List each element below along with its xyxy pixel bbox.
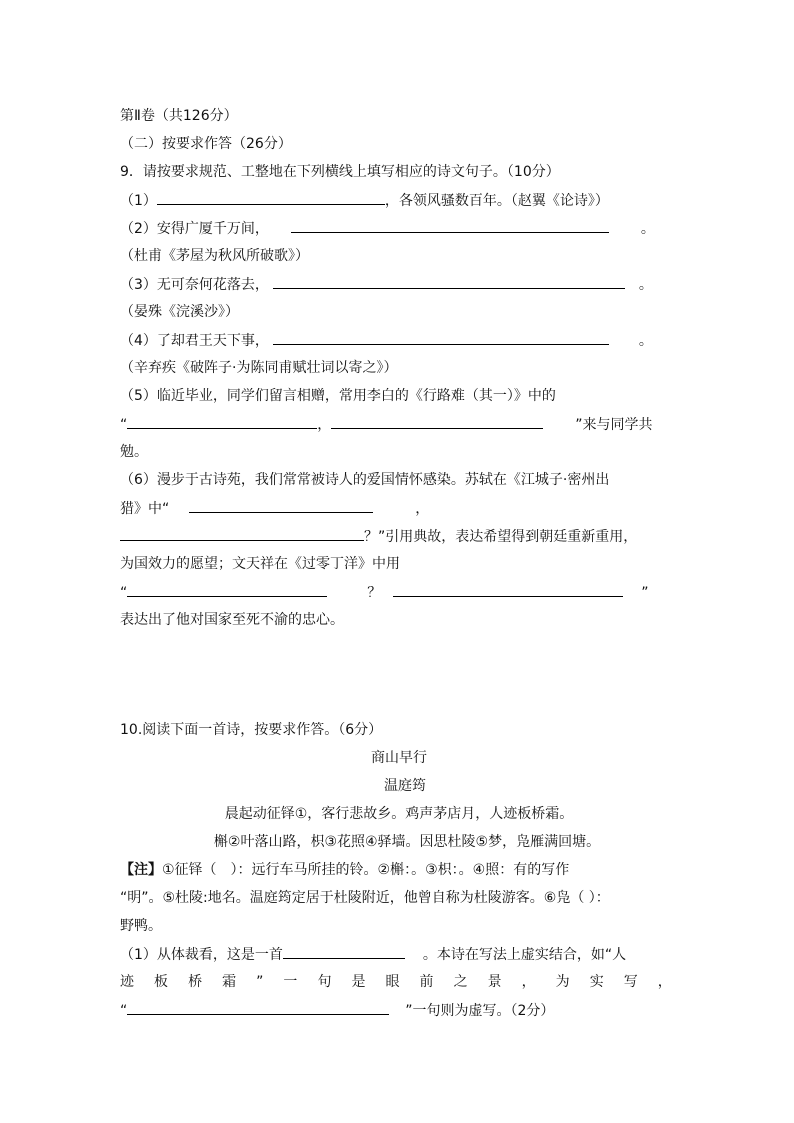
answer-blank[interactable] <box>273 330 609 345</box>
question-mark: ？ <box>367 585 382 601</box>
q9-item-5-line-2 <box>120 414 653 435</box>
q10-sub-1-line-1 <box>120 944 626 965</box>
note-text: ①征铎（ ）：远行车马所挂的铃。②槲：。③枳：。④照：有的写作 <box>162 862 570 878</box>
comma: ， <box>317 417 332 433</box>
line-prefix: 猎》中“ <box>120 501 170 517</box>
item-prefix: （4）了却君王天下事， <box>120 333 269 349</box>
item-prefix: （2）安得广厦千万间， <box>120 221 269 237</box>
line-suffix: ？”引用典故，表达希望得到朝廷重新重用， <box>364 529 638 545</box>
char: 前 <box>419 974 434 990</box>
q9-item-3 <box>120 274 653 295</box>
item-end: 。 <box>638 333 653 349</box>
note-label: 【注】 <box>120 862 162 878</box>
q9-item-3-source: （晏殊《浣溪沙》） <box>120 304 239 320</box>
q9-item-2-source: （杜甫《茅屋为秋风所破歌》） <box>120 248 309 264</box>
close-text: ”来与同学共 <box>575 417 653 433</box>
q9-item-6-line-6: 表达出了他对国家至死不渝的忠心。 <box>120 612 344 628</box>
question-10-stem: 10.阅读下面一首诗，按要求作答。（6分） <box>120 722 383 738</box>
char: ， <box>657 974 672 990</box>
q9-item-6-line-5 <box>120 582 649 603</box>
poem-line-1: 晨起动征铎①，客行悲故乡。鸡声茅店月，人迹板桥霜。 <box>224 806 574 822</box>
q9-item-5-line-3: 勉。 <box>120 444 148 460</box>
q9-item-6-line-4: 为国效力的愿望；文天祥在《过零丁洋》中用 <box>120 556 400 572</box>
item-prefix: （3）无可奈何花落去， <box>120 277 269 293</box>
open-quote: “ <box>120 417 128 433</box>
open-quote: “ <box>120 585 128 601</box>
open-quote: “ <box>120 1003 128 1019</box>
item-end: 。 <box>638 277 653 293</box>
answer-blank[interactable] <box>120 526 364 541</box>
q9-item-1 <box>120 190 609 211</box>
poem-line-2: 槲②叶落山路，枳③花照④驿墙。因思杜陵⑤梦，凫雁满回塘。 <box>213 834 601 850</box>
char: 桥 <box>188 974 203 990</box>
answer-blank[interactable] <box>393 582 623 597</box>
comma: ， <box>415 501 430 517</box>
q9-item-6-line-2 <box>120 498 429 519</box>
q9-item-6-line-1: （6）漫步于古诗苑，我们常常被诗人的爱国情怀感染。苏轼在《江城子·密州出 <box>120 472 610 488</box>
answer-blank[interactable] <box>157 190 385 205</box>
char: 眼 <box>385 974 400 990</box>
char: 霜 <box>222 974 237 990</box>
char: 写 <box>623 974 638 990</box>
answer-blank[interactable] <box>189 498 373 513</box>
q10-sub-1-line-2 <box>120 972 672 992</box>
char: 景 <box>487 974 502 990</box>
question-9-stem: 9．请按要求规范、工整地在下列横线上填写相应的诗文句子。（10分） <box>120 164 560 180</box>
char: 迹 <box>120 974 134 990</box>
poem-title: 商山早行 <box>371 750 427 766</box>
q9-item-4-source: （辛弃疾《破阵子·为陈同甫赋壮词以寄之》） <box>120 360 398 376</box>
q9-item-5-line-1: （5）临近毕业，同学们留言相赠，常用李白的《行路难（其一）》中的 <box>120 388 556 404</box>
char: 句 <box>317 974 332 990</box>
line-suffix: 。本诗在写法上虚实结合，如“人 <box>422 947 627 963</box>
answer-blank[interactable] <box>283 944 405 959</box>
q9-item-6-line-3 <box>120 526 637 547</box>
section-title: 第Ⅱ卷（共126分） <box>120 108 238 124</box>
char: ” <box>256 974 264 990</box>
item-prefix: （1） <box>120 193 157 209</box>
item-suffix: ，各领风骚数百年。（赵翼《论诗》） <box>384 193 609 209</box>
q10-sub-1-line-3 <box>120 1000 554 1021</box>
answer-blank[interactable] <box>291 218 609 233</box>
note-line-1 <box>120 860 569 880</box>
answer-blank[interactable] <box>331 414 543 429</box>
char: 一 <box>283 974 298 990</box>
poem-author: 温庭筠 <box>384 778 426 794</box>
line-prefix: （1）从体裁看，这是一首 <box>120 947 283 963</box>
char: 之 <box>453 974 468 990</box>
char: 板 <box>154 974 169 990</box>
q9-item-2 <box>120 218 655 239</box>
line-suffix: ”一句则为虚写。（2分） <box>405 1003 555 1019</box>
char: 为 <box>555 974 570 990</box>
part-title: （二）按要求作答（26分） <box>120 136 292 152</box>
item-end: 。 <box>640 221 655 237</box>
q9-item-4 <box>120 330 653 351</box>
note-line-3: 野鸭。 <box>120 918 162 934</box>
answer-blank[interactable] <box>127 582 327 597</box>
char: 实 <box>589 974 604 990</box>
note-line-2: “明”。⑤杜陵:地名。温庭筠定居于杜陵附近，他曾自称为杜陵游客。⑥凫（ ）： <box>120 890 610 906</box>
char: ， <box>521 974 536 990</box>
char: 是 <box>351 974 366 990</box>
close-quote: ” <box>641 585 649 601</box>
answer-blank[interactable] <box>127 1000 389 1015</box>
answer-blank[interactable] <box>127 414 317 429</box>
answer-blank[interactable] <box>273 274 625 289</box>
